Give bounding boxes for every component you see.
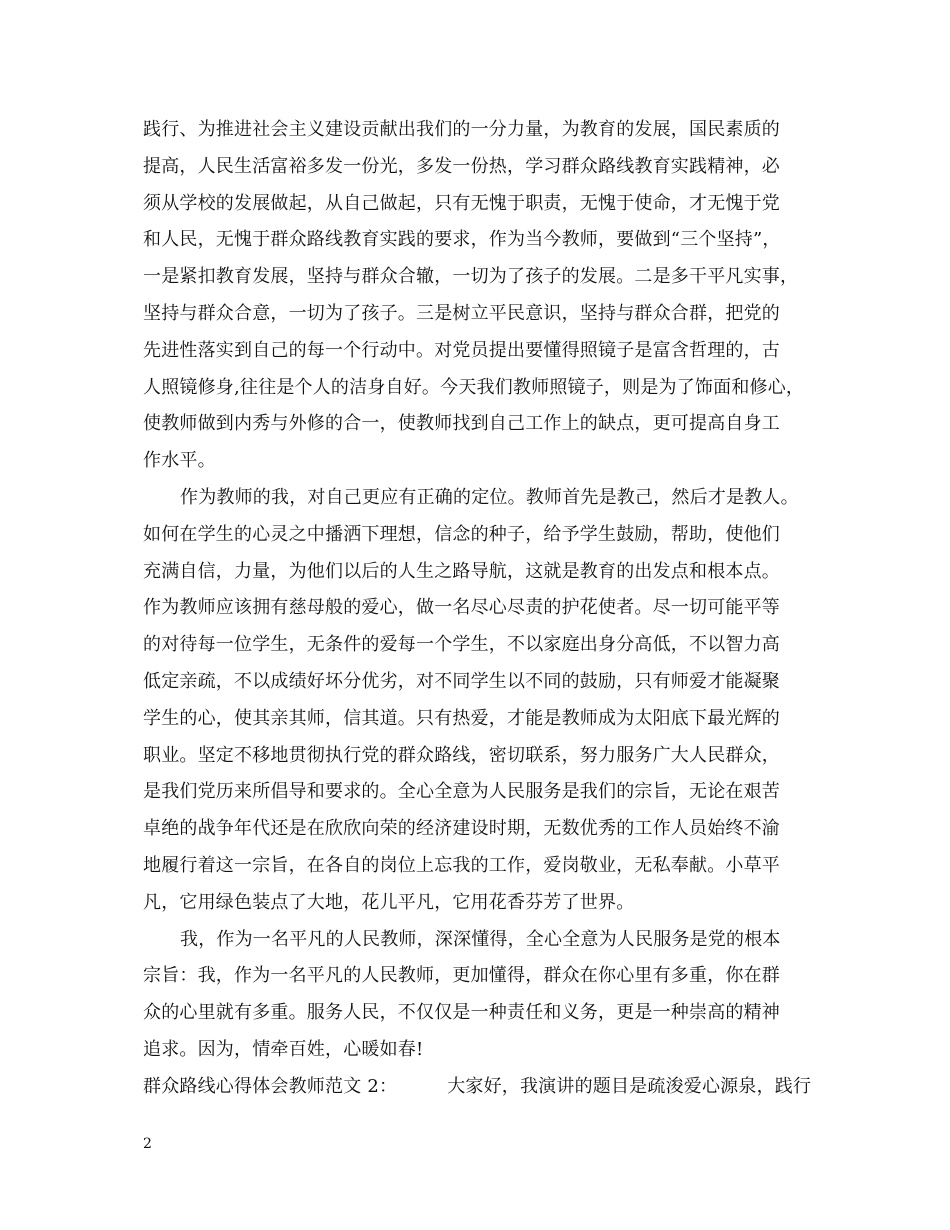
text-line: 作为教师应该拥有慈母般的爱心，做一名尽心尽责的护花使者。尽一切可能平等 <box>143 597 780 619</box>
text-line: 使教师做到内秀与外修的合一，使教师找到自己工作上的缺点，更可提高自身工 <box>143 413 780 435</box>
text-line: 作水平。 <box>143 450 216 472</box>
text-line: 须从学校的发展做起，从自己做起，只有无愧于职责，无愧于使命，才无愧于党 <box>143 192 780 214</box>
text-line: 一是紧扣教育发展，坚持与群众合辙，一切为了孩子的发展。二是多干平凡实事， <box>143 266 799 288</box>
section-heading-continuation: 大家好，我演讲的题目是疏浚爱心源泉，践行 <box>447 1075 812 1097</box>
text-line: 学生的心，使其亲其师，信其道。只有热爱，才能是教师成为太阳底下最光辉的 <box>143 707 780 729</box>
text-line: 宗旨：我，作为一名平凡的人民教师，更加懂得，群众在你心里有多重，你在群 <box>143 965 780 987</box>
text-line: 众的心里就有多重。服务人民，不仅仅是一种责任和义务，更是一种崇高的精神 <box>143 1002 780 1024</box>
text-line: 和人民，无愧于群众路线教育实践的要求，作为当今教师，要做到“三个坚持”， <box>143 229 781 251</box>
text-line: 先进性落实到自己的每一个行动中。对党员提出要懂得照镜子是富含哲理的，古 <box>143 339 780 361</box>
text-line: 充满自信，力量，为他们以后的人生之路导航，这就是教育的出发点和根本点。 <box>143 560 780 582</box>
text-line: 提高，人民生活富裕多发一份光，多发一份热，学习群众路线教育实践精神，必 <box>143 155 780 177</box>
section-heading-label: 群众路线心得体会教师范文 2： <box>143 1075 398 1097</box>
text-line: 凡，它用绿色装点了大地，花儿平凡，它用花香芬芳了世界。 <box>143 891 635 913</box>
text-line: 是我们党历来所倡导和要求的。全心全意为人民服务是我们的宗旨，无论在艰苦 <box>143 781 780 803</box>
paragraph-start-line: 作为教师的我，对自己更应有正确的定位。教师首先是教己，然后才是教人。 <box>180 486 799 508</box>
text-line: 卓绝的战争年代还是在欣欣向荣的经济建设时期，无数优秀的工作人员始终不渝 <box>143 818 780 840</box>
text-line: 人照镜修身,往往是个人的洁身自好。今天我们教师照镜子，则是为了饰面和修心， <box>143 376 805 398</box>
text-line: 坚持与群众合意，一切为了孩子。三是树立平民意识，坚持与群众合群，把党的 <box>143 302 780 324</box>
text-line: 践行、为推进社会主义建设贡献出我们的一分力量，为教育的发展，国民素质的 <box>143 119 780 140</box>
text-line: 低定亲疏，不以成绩好坏分优劣，对不同学生以不同的鼓励，只有师爱才能凝聚 <box>143 670 780 692</box>
text-line: 如何在学生的心灵之中播洒下理想，信念的种子，给予学生鼓励，帮助，使他们 <box>143 523 780 545</box>
paragraph-start-line: 我，作为一名平凡的人民教师，深深懂得，全心全意为人民服务是党的根本 <box>180 928 781 950</box>
text-line: 职业。坚定不移地贯彻执行党的群众路线，密切联系，努力服务广大人民群众， <box>143 744 780 766</box>
text-line: 的对待每一位学生，无条件的爱每一个学生，不以家庭出身分高低，不以智力高 <box>143 634 780 656</box>
document-body <box>143 112 823 1106</box>
page-number: 2 <box>143 1136 152 1152</box>
section-heading-line <box>143 1069 823 1106</box>
text-line: 地履行着这一宗旨，在各自的岗位上忘我的工作，爱岗敬业，无私奉献。小草平 <box>143 854 780 876</box>
text-line: 追求。因为，情牵百姓，心暖如春! <box>143 1038 424 1060</box>
